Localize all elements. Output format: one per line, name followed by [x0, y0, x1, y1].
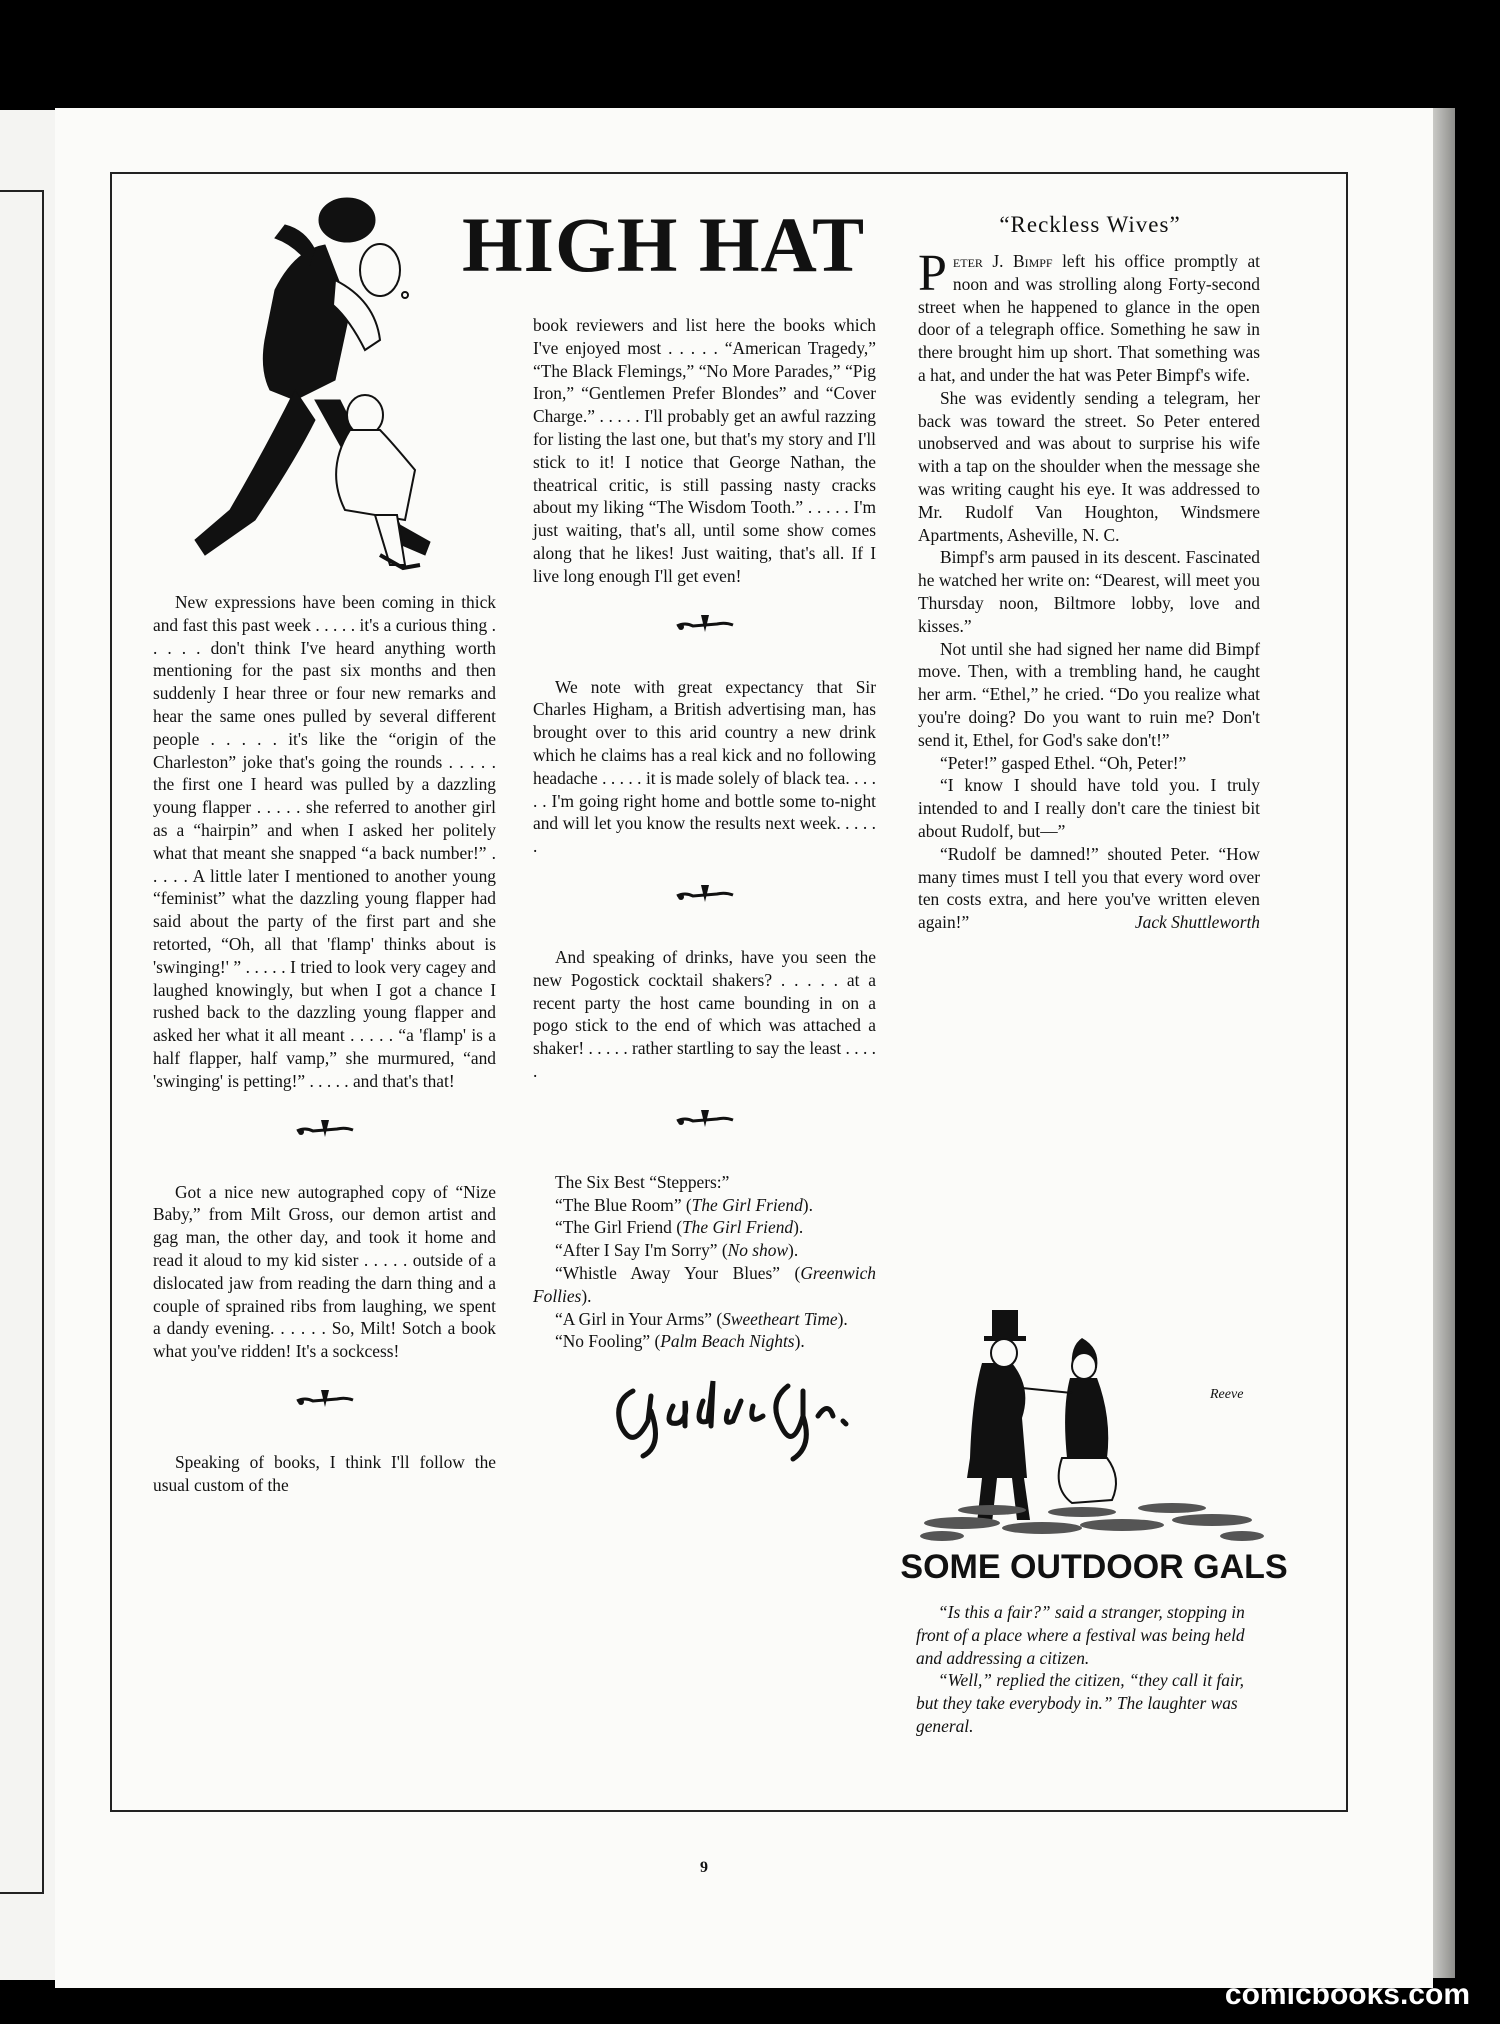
- svg-text:SOME OUTDOOR GALS: SOME OUTDOOR GALS: [900, 1548, 1288, 1586]
- cartoon-caption: [916, 1601, 1270, 1738]
- column-2: [533, 314, 876, 1461]
- byline: Jack Shuttleworth: [1134, 912, 1260, 933]
- stepper-item: “The Girl Friend (The Girl Friend).: [555, 1217, 804, 1238]
- show-title: The Girl Friend: [691, 1194, 803, 1215]
- page-number: 9: [700, 1859, 708, 1876]
- character-name: eter J. Bimpf: [952, 251, 1053, 271]
- separator-ornament-icon: [675, 1107, 735, 1129]
- headline: HIGH HAT: [462, 201, 866, 288]
- show-title: No show: [727, 1240, 789, 1261]
- caption-line-1: “Is this a fair?” said a stranger, stopping in front of a place where a festival was being held and addressing a citizen.: [916, 1602, 1245, 1668]
- paragraph-rudolf-damned: “Rudolf be damned!” shouted Peter. “How many times must I tell you that every word over ten costs extra, and here you've written eleven again!” Jack Shuttleworth: [918, 843, 1260, 933]
- paragraph-telegram: She was evidently sending a telegram, her back was toward the street. So Peter entered unobserved and was about to surprise his wife with a tap on the shoulder when the message she was writing caught his eye. It was addressed to Mr. Rudolf Van Houghton, Windsmere Apartments, Asheville, N. C.: [918, 387, 1260, 545]
- steppers-title: The Six Best “Steppers:”: [555, 1171, 730, 1192]
- judge-jr-signature: [533, 1371, 876, 1461]
- story-title: “Reckless Wives”: [999, 212, 1181, 237]
- dancing-couple-illustration: [175, 190, 460, 580]
- paragraph-pogostick: And speaking of drinks, have you seen the new Pogostick cocktail shakers? . . . . . at a recent party the host came bounding in on a pogo stick to the end of which was attached a shaker! . . . . . rather startling to say the least . . . . .: [533, 946, 876, 1081]
- column-1: [153, 591, 496, 1497]
- separator-ornament-icon: [675, 612, 735, 634]
- stepper-item: “After I Say I'm Sorry” (No show).: [555, 1240, 799, 1261]
- show-title: Greenwich Follies: [533, 1262, 876, 1306]
- svg-text:Reeve: Reeve: [1210, 1387, 1244, 1402]
- steppers-list: [533, 1194, 876, 1354]
- paragraph-books-start: Speaking of books, I think I'll follow the usual custom of the: [153, 1451, 496, 1495]
- paragraph-nize-baby: Got a nice new autographed copy of “Nize Baby,” from Milt Gross, our demon artist and gag man, the other day, and took it home and read it aloud to my kid sister . . . . . outside of a dislocated jaw from reading the darn thing and a couple of sprained ribs from laughing, we spent a dandy evening. . . . . . So, Milt! Sotch a book what you've ridden! It's a sockcess!: [153, 1181, 496, 1362]
- facing-page-frame: [0, 190, 44, 1894]
- facing-page-edge: [0, 110, 55, 1980]
- stepper-item: “A Girl in Your Arms” (Sweetheart Time).: [555, 1308, 848, 1329]
- show-title: The Girl Friend: [682, 1217, 794, 1238]
- paragraph-higham: We note with great expectancy that Sir Charles Higham, a British advertising man, has brought over to this arid country a new drink which he claims has a real kick and no following headache . . . . . it is made solely of black tea. . . . . . I'm going right home and bottle some to-night and will let you know the results next week. . . . . .: [533, 676, 876, 857]
- separator-ornament-icon: [675, 882, 735, 904]
- watermark: comicbooks.com: [1224, 1978, 1470, 2011]
- separator-ornament-icon: [295, 1117, 355, 1139]
- show-title: Sweetheart Time: [722, 1308, 838, 1329]
- show-title: Palm Beach Nights: [660, 1331, 795, 1352]
- page-shadow: [1433, 108, 1455, 1978]
- paragraph-not-until: Not until she had signed her name did Bimpf move. Then, with a trembling hand, he caught her arm. “Ethel,” he cried. “Do you realize what you're doing? Do you want to ruin me? Don't send it, Ethel, for God's sake don't!”: [918, 638, 1260, 750]
- paragraph-bimpf-intro: Peter J. Bimpf left his office promptly at noon and was strolling along Forty-second street when he happened to glance in the open door of a telegraph office. Something he saw in there brought him up short. That something was a hat, and under the hat was Peter Bimpf's wife.: [918, 245, 1260, 385]
- caption-line-2: “Well,” replied the citizen, “they call it fair, but they take everybody in.” The laughter was general.: [916, 1670, 1244, 1736]
- stepper-item: “No Fooling” (Palm Beach Nights).: [555, 1331, 805, 1352]
- paragraph-arm-paused: Bimpf's arm paused in its descent. Fascinated he watched her write on: “Dearest, will meet you Thursday noon, Biltmore lobby, love and kisses.”: [918, 547, 1260, 636]
- paragraph-books-list: book reviewers and list here the books which I've enjoyed most . . . . . “American Tragedy,” “The Black Flemings,” “No More Parades,” “Pig Iron,” “Gentlemen Prefer Blondes” and “Cover Charge.” . . . . . I'll probably get an awful razzing for listing the last one, but that's my story and I'll stick to it! I notice that George Nathan, the theatrical critic, is still passing nasty cracks about my liking “The Wisdom Tooth.” . . . . . I'm just waiting, that's all, until some show comes along that he likes! Just waiting, that's all. If I live long enough I'll get even!: [533, 315, 876, 586]
- paragraph-peter-gasped: “Peter!” gasped Ethel. “Oh, Peter!”: [940, 752, 1187, 773]
- drop-cap: P: [918, 245, 947, 302]
- separator-ornament-icon: [295, 1387, 355, 1409]
- column-3: [918, 245, 1260, 934]
- stepper-item: “Whistle Away Your Blues” (Greenwich Follies).: [533, 1262, 876, 1306]
- paragraph-expressions: New expressions have been coming in thick and fast this past week . . . . . it's a curious thing . . . . . don't think I've heard anything worth mentioning for the past six months and then suddenly I hear three or four new remarks and hear the same ones pulled by several different people . . . . . it's like the “origin of the Charleston” joke that's going the rounds . . . . . the first one I heard was pulled by a dazzling young flapper . . . . . she referred to another girl as a “hairpin” and when I asked her politely what that meant she snapped “a back number!” . . . . . A little later I mentioned to another young “feminist” what the dazzling young flapper had said about the party of the first part and she retorted, “Oh, all that 'flamp' thinks about is 'swinging!' ” . . . . . I tried to look very cagey and laughed knowingly, but when I got a chance I rushed back to the dazzling young flapper and asked her what it all meant . . . . . “a 'flamp' is a half flapper, half vamp,” she murmured, “and 'swinging' is petting!” . . . . . and that's that!: [153, 592, 496, 1091]
- paragraph-i-know: “I know I should have told you. I truly intended to and I really don't care the tiniest bit about Rudolf, but—”: [918, 775, 1260, 841]
- outdoor-gals-cartoon: [900, 1308, 1288, 1598]
- stepper-item: “The Blue Room” (The Girl Friend).: [555, 1194, 813, 1215]
